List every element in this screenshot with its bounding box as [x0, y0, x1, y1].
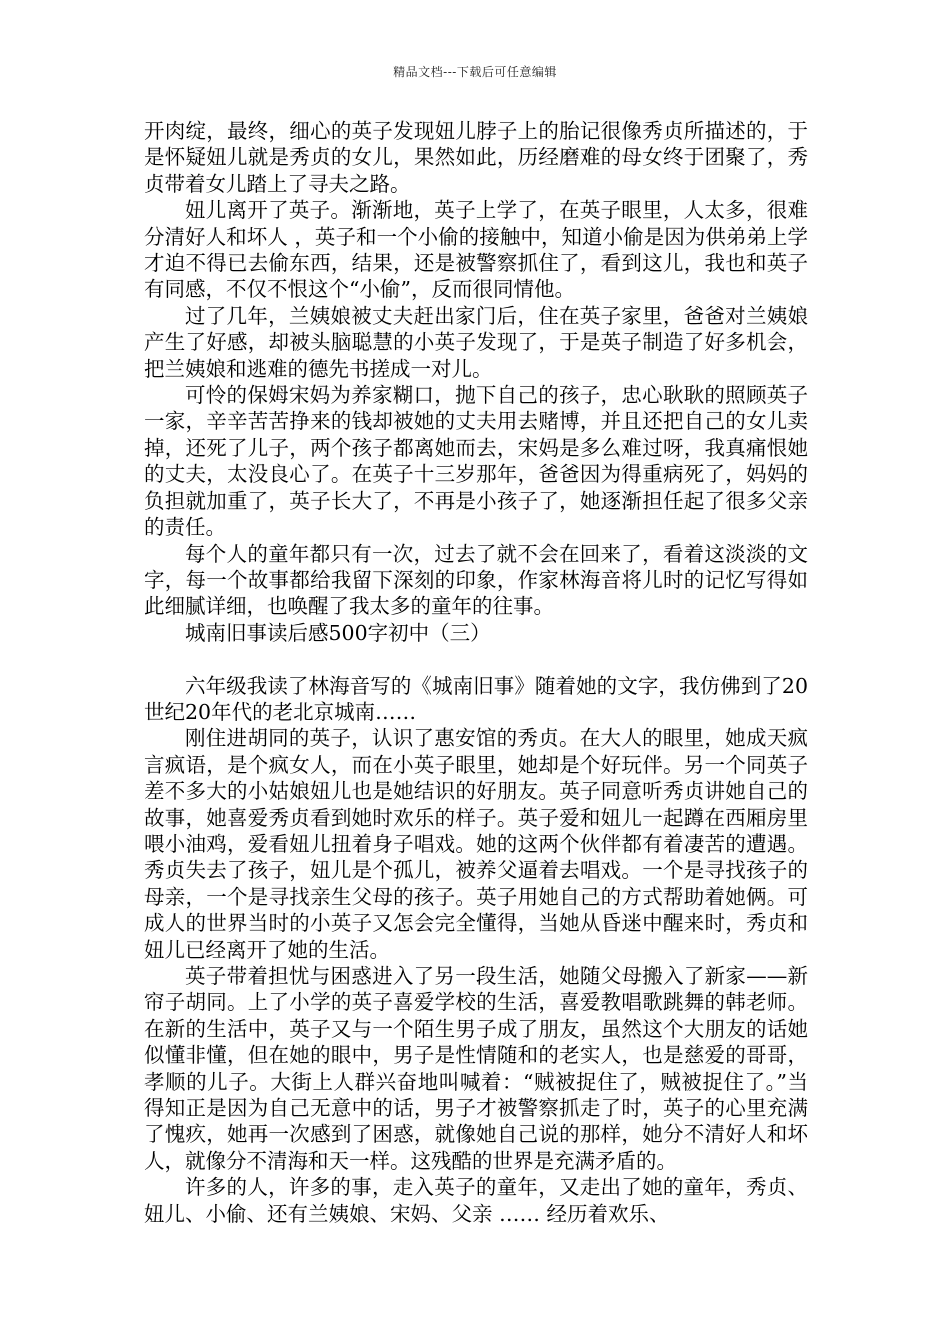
- paragraph: 开肉绽，最终，细心的英子发现妞儿脖子上的胎记很像秀贞所描述的，于是怀疑妞儿就是秀贞的女儿，果然如此，历经磨难的母女终于团聚了，秀贞带着女儿踏上了寻夫之路。: [144, 119, 808, 196]
- section-heading: 城南旧事读后感500字初中（三）: [185, 620, 491, 645]
- paragraph: 过了几年，兰姨娘被丈夫赶出家门后，住在英子家里，爸爸对兰姨娘产生了好感，却被头脑聪慧的小英子发现了，于是英子制造了好多机会，把兰姨娘和逃难的德先书搓成一对儿。: [144, 303, 808, 381]
- paragraph: 刚住进胡同的英子，认识了惠安馆的秀贞。在大人的眼里，她成天疯言疯语，是个疯女人，而在小英子眼里，她却是个好玩伴。另一个同英子差不多大的小姑娘妞儿也是她结识的好朋友。英子同意听秀贞讲她自己的故事，她喜爱秀贞看到她时欢乐的样子。英子爱和妞儿一起蹲在西厢房里喂小油鸡，爱看妞儿扭着身子唱戏。她的这两个伙伴都有着凄苦的遭遇。秀贞失去了孩子，妞儿是个孤儿，被养父逼着去唱戏。一个是寻找孩子的母亲，一个是寻找亲生父母的孩子。英子用她自己的方式帮助着她俩。可成人的世界当时的小英子又怎会完全懂得，当她从昏迷中醒来时，秀贞和妞儿已经离开了她的生活。: [144, 726, 808, 962]
- document-body: [144, 118, 808, 1227]
- paragraph: 英子带着担忧与困惑进入了另一段生活，她随父母搬入了新家——新帘子胡同。上了小学的英子喜爱学校的生活，喜爱教唱歌跳舞的韩老师。在新的生活中，英子又与一个陌生男子成了朋友，虽然这个大朋友的话她似懂非懂，但在她的眼中，男子是性情随和的老实人，也是慈爱的哥哥，孝顺的儿子。大街上人群兴奋地叫喊着：“贼被捉住了，贼被捉住了。”当得知正是因为自己无意中的话，男子才被警察抓走了时，英子的心里充满了愧疚，她再一次感到了困惑，就像她自己说的那样，她分不清好人和坏人，就像分不清海和天一样。这残酷的世界是充满矛盾的。: [144, 963, 808, 1173]
- paragraph: 许多的人，许多的事，走入英子的童年，又走出了她的童年，秀贞、妞儿、小偷、还有兰姨娘、宋妈、父亲 …… 经历着欢乐、: [144, 1175, 808, 1226]
- paragraph: 六年级我读了林海音写的《城南旧事》随着她的文字，我仿佛到了20世纪20年代的老北京城南……: [144, 673, 808, 724]
- paragraph: 每个人的童年都只有一次，过去了就不会在回来了，看着这淡淡的文字，每一个故事都给我留下深刻的印象，作家林海音将儿时的记忆写得如此细腻详细，也唤醒了我太多的童年的往事。: [144, 541, 808, 619]
- page-header: 精品文档---下载后可任意编辑: [393, 65, 557, 79]
- paragraph: 妞儿离开了英子。渐渐地，英子上学了，在英子眼里，人太多，很难分清好人和坏人 ，英子和一个小偷的接触中，知道小偷是因为供弟弟上学才迫不得已去偷东西，结果，还是被警察抓住了，看到这儿，我也和英子有同感，不仅不恨这个“小偷”，反而很同情他。: [144, 198, 808, 302]
- paragraph: 可怜的保姆宋妈为养家糊口，抛下自己的孩子，忠心耿耿的照顾英子一家，辛辛苦苦挣来的钱却被她的丈夫用去赌博，并且还把自己的女儿卖掉，还死了儿子，两个孩子都离她而去，宋妈是多么难过呀，我真痛恨她的丈夫，太没良心了。在英子十三岁那年，爸爸因为得重病死了，妈妈的负担就加重了，英子长大了，不再是小孩子了，她逐渐担任起了很多父亲的责任。: [144, 383, 808, 540]
- blank-line: [144, 646, 808, 672]
